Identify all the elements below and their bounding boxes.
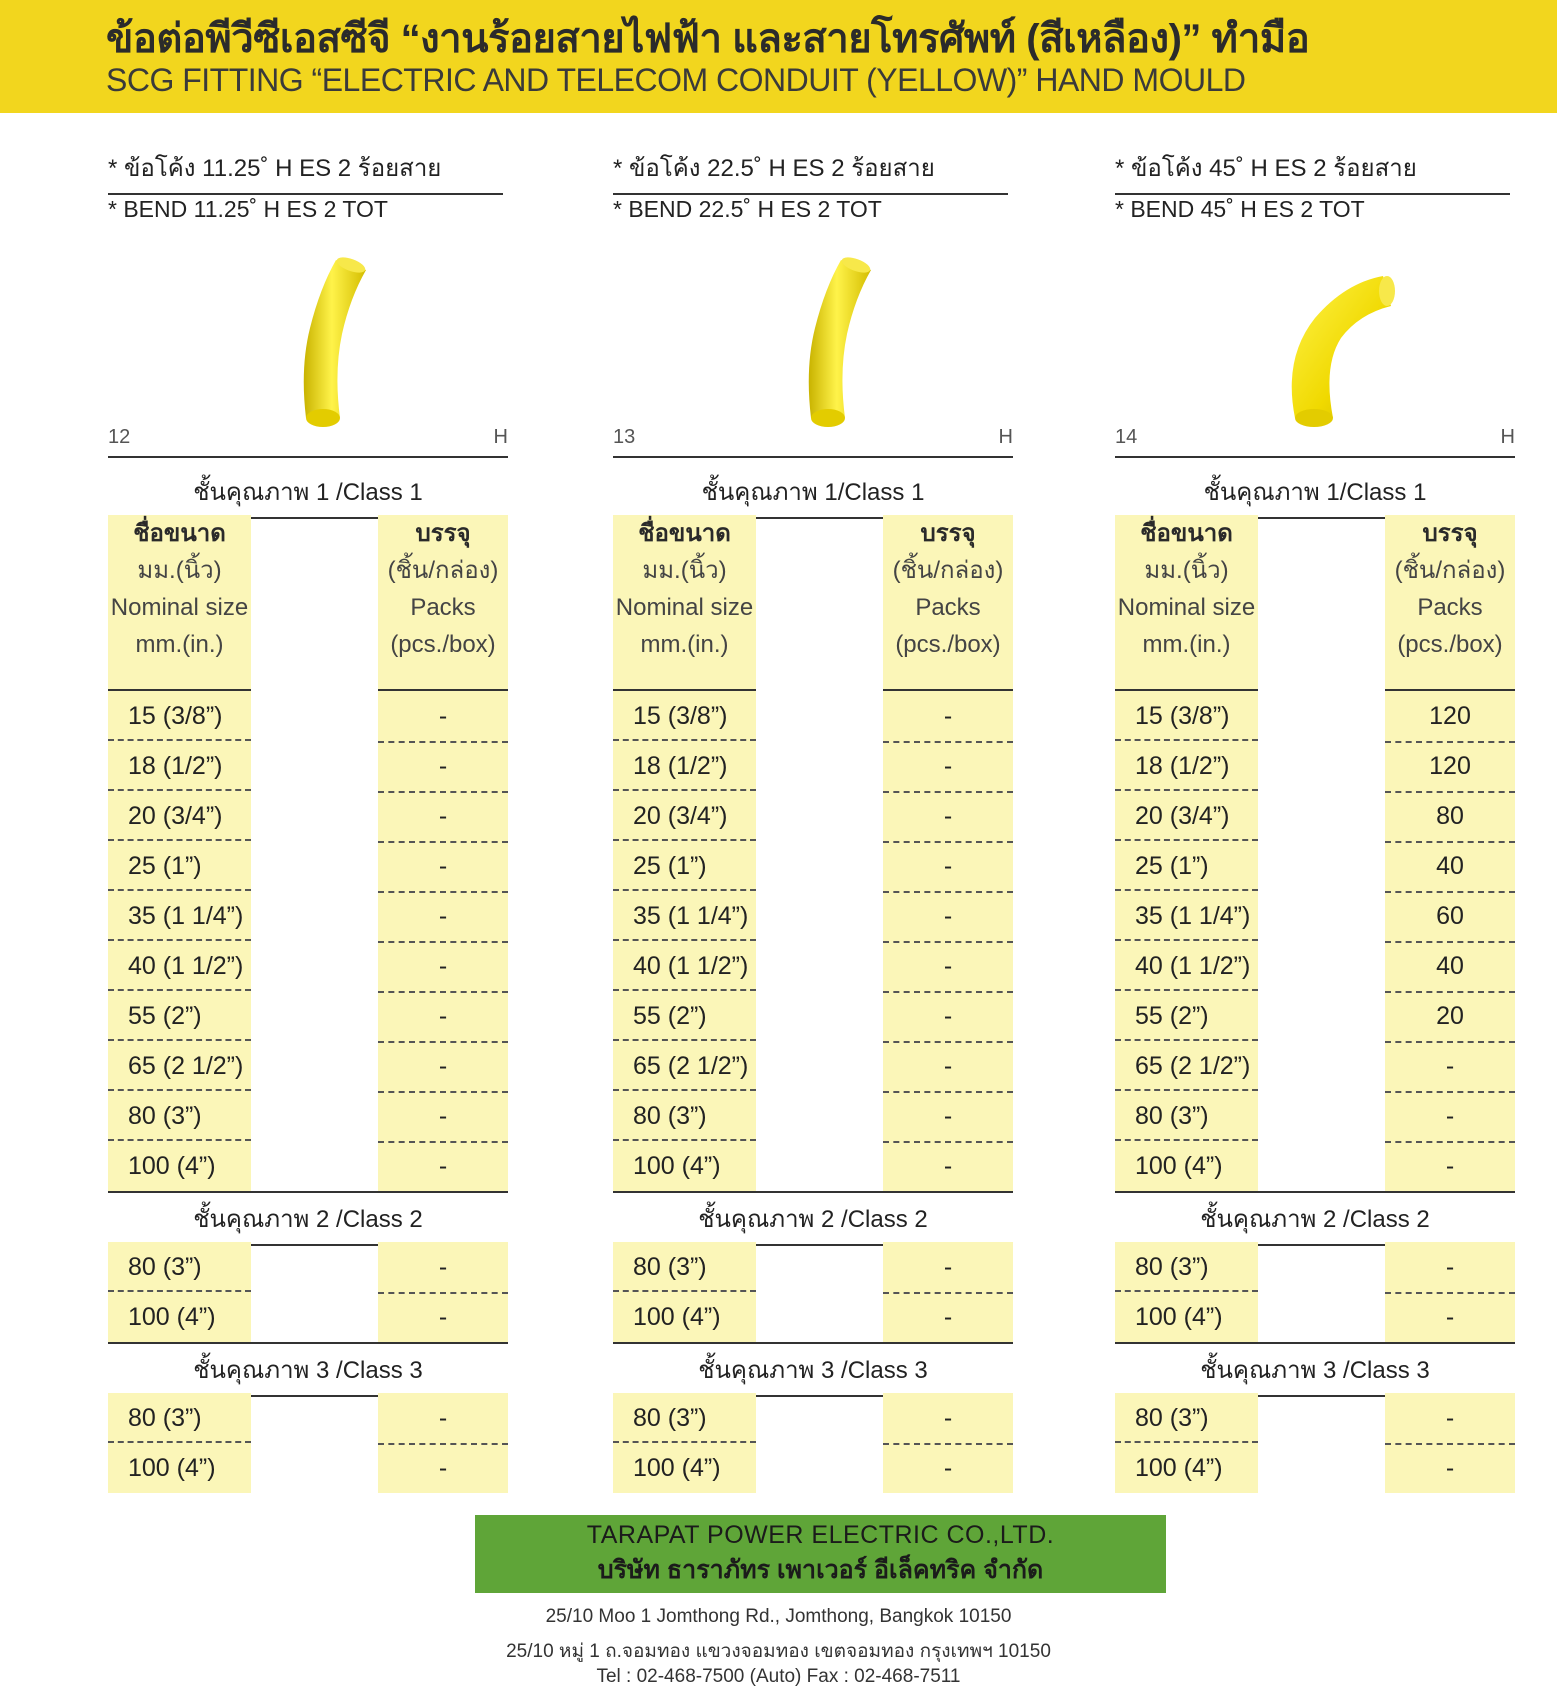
nominal-size-cell: 40 (1 1/2”)	[1115, 941, 1258, 991]
pack-quantity-cell: -	[1385, 1393, 1515, 1445]
address-english: 25/10 Moo 1 Jomthong Rd., Jomthong, Bangkok 10150	[545, 1606, 1012, 1627]
size-header-english: Nominal size	[1117, 594, 1256, 621]
nominal-size-cell: 100 (4”)	[633, 1152, 721, 1180]
nominal-size-cell: 18 (1/2”)	[613, 741, 756, 791]
nominal-size-cell: 80 (3”)	[108, 1393, 251, 1443]
nominal-size-cell: 15 (3/8”)	[108, 691, 251, 741]
pack-quantity-cell: -	[378, 1393, 508, 1445]
table-row	[108, 1091, 508, 1141]
pack-quantity-cell: -	[883, 791, 1013, 843]
product-code-row	[108, 426, 508, 458]
product-title-english: * BEND 22.5˚ H ES 2 TOT	[613, 196, 882, 222]
pack-quantity-cell: -	[883, 991, 1013, 1043]
page-header	[0, 0, 1557, 113]
pack-quantity-cell: -	[883, 691, 1013, 743]
nominal-size-cell: 25 (1”)	[108, 841, 251, 891]
pack-quantity-cell: -	[378, 741, 508, 793]
nominal-size-cell: 55 (2”)	[613, 991, 756, 1041]
class-2-header: ชั้นคุณภาพ 2 /Class 2	[613, 1193, 1013, 1246]
pack-header-unit-thai: (ชิ้น/กล่อง)	[1394, 557, 1506, 584]
nominal-size-cell: 80 (3”)	[1115, 1091, 1258, 1141]
pack-quantity-cell: 40	[1385, 841, 1515, 893]
table-row	[108, 1141, 508, 1191]
nominal-size-cell: 35 (1 1/4”)	[613, 891, 756, 941]
table-row	[613, 691, 1013, 741]
nominal-size-cell: 20 (3/4”)	[613, 791, 756, 841]
product-code-row	[613, 426, 1013, 458]
product-code-row	[1115, 426, 1515, 458]
pack-header-thai: บรรจุ	[415, 520, 471, 547]
pack-header-english: Packs	[915, 594, 981, 621]
pack-header-unit-english: (pcs./box)	[390, 631, 496, 658]
product-title-english: * BEND 45˚ H ES 2 TOT	[1115, 196, 1365, 222]
pack-quantity-cell: -	[378, 1242, 508, 1294]
pack-quantity-cell: -	[378, 1091, 508, 1143]
pack-header-unit-english: (pcs./box)	[1397, 631, 1503, 658]
product-code-suffix: H	[998, 426, 1013, 448]
product-code: 12	[108, 426, 131, 448]
product-column	[613, 148, 1013, 1503]
nominal-size-cell: 35 (1 1/4”)	[108, 891, 251, 941]
table-row	[108, 1393, 508, 1443]
address-thai: 25/10 หมู่ 1 ถ.จอมทอง แขวงจอมทอง เขตจอมทอง กรุงเทพฯ 10150	[506, 1641, 1051, 1662]
table-row	[1115, 1041, 1515, 1091]
pack-quantity-cell: -	[378, 1041, 508, 1093]
class-1-header: ชั้นคุณภาพ 1/Class 1	[1115, 466, 1515, 519]
nominal-size-cell: 80 (3”)	[1115, 1242, 1258, 1292]
pack-header-english: Packs	[1417, 594, 1483, 621]
nominal-size-cell: 100 (4”)	[1135, 1303, 1223, 1331]
table-row	[1115, 1443, 1515, 1493]
table-row	[1115, 741, 1515, 791]
nominal-size-cell: 18 (1/2”)	[1115, 741, 1258, 791]
table-row	[1115, 941, 1515, 991]
nominal-size-cell: 55 (2”)	[1115, 991, 1258, 1041]
nominal-size-cell: 100 (4”)	[1135, 1152, 1223, 1180]
table-row	[613, 1091, 1013, 1141]
nominal-size-cell: 55 (2”)	[108, 991, 251, 1041]
table-row	[613, 1443, 1013, 1493]
bend-11-fitting-image	[248, 248, 388, 438]
table-row	[613, 1041, 1013, 1091]
pack-header-unit-thai: (ชิ้น/กล่อง)	[387, 557, 499, 584]
size-header-thai: ชื่อขนาด	[1140, 520, 1233, 547]
pack-quantity-cell: -	[1445, 1152, 1455, 1180]
table-row	[613, 891, 1013, 941]
class-1-header: ชั้นคุณภาพ 1/Class 1	[613, 466, 1013, 519]
table-row	[613, 1292, 1013, 1342]
pack-quantity-cell: -	[883, 841, 1013, 893]
size-header-unit-english: mm.(in.)	[640, 631, 729, 658]
size-header-unit-thai: มม.(นิ้ว)	[1144, 557, 1229, 584]
table-row	[108, 991, 508, 1041]
table-row	[1115, 841, 1515, 891]
nominal-size-cell: 40 (1 1/2”)	[108, 941, 251, 991]
pack-quantity-cell: -	[438, 1152, 448, 1180]
table-row	[108, 1443, 508, 1493]
size-header-thai: ชื่อขนาด	[133, 520, 226, 547]
table-row	[1115, 1393, 1515, 1443]
product-column	[108, 148, 508, 1503]
product-code: 14	[1115, 426, 1138, 448]
size-column-header	[108, 515, 251, 691]
pack-column-header	[378, 515, 508, 691]
nominal-size-cell: 15 (3/8”)	[613, 691, 756, 741]
header-title-english: SCG FITTING “ELECTRIC AND TELECOM CONDUIT (YELLOW)” HAND MOULD	[106, 62, 1246, 98]
table-row	[613, 991, 1013, 1041]
bend-22-fitting-image	[753, 248, 893, 438]
nominal-size-cell: 100 (4”)	[633, 1454, 721, 1482]
nominal-size-cell: 65 (2 1/2”)	[108, 1041, 251, 1091]
pack-quantity-cell: -	[1385, 1242, 1515, 1294]
nominal-size-cell: 100 (4”)	[1135, 1454, 1223, 1482]
pack-quantity-cell: -	[1385, 1091, 1515, 1143]
table-row	[1115, 891, 1515, 941]
class-3-header: ชั้นคุณภาพ 3 /Class 3	[1115, 1344, 1515, 1397]
pack-header-unit-thai: (ชิ้น/กล่อง)	[892, 557, 1004, 584]
pack-quantity-cell: -	[883, 1041, 1013, 1093]
pack-column-header	[883, 515, 1013, 691]
table-row	[108, 841, 508, 891]
pack-quantity-cell: 120	[1385, 691, 1515, 743]
pack-quantity-cell: -	[378, 691, 508, 743]
nominal-size-cell: 15 (3/8”)	[1115, 691, 1258, 741]
size-header-unit-thai: มม.(นิ้ว)	[642, 557, 727, 584]
class-3-header: ชั้นคุณภาพ 3 /Class 3	[613, 1344, 1013, 1397]
table-row	[108, 691, 508, 741]
pack-quantity-cell: -	[943, 1454, 953, 1482]
nominal-size-cell: 100 (4”)	[128, 1152, 216, 1180]
table-row	[108, 1242, 508, 1292]
bend-45-fitting-image	[1255, 248, 1395, 438]
pack-quantity-cell: -	[943, 1152, 953, 1180]
pack-quantity-cell: -	[883, 1393, 1013, 1445]
size-column-header	[613, 515, 756, 691]
table-row	[613, 841, 1013, 891]
size-header-english: Nominal size	[615, 594, 754, 621]
nominal-size-cell: 25 (1”)	[613, 841, 756, 891]
nominal-size-cell: 100 (4”)	[128, 1454, 216, 1482]
product-title-thai: * ข้อโค้ง 45˚ H ES 2 ร้อยสาย	[1115, 148, 1510, 195]
pack-quantity-cell: 80	[1385, 791, 1515, 843]
table-row	[613, 1242, 1013, 1292]
pack-header-thai: บรรจุ	[1422, 520, 1478, 547]
pack-quantity-cell: -	[1385, 1041, 1515, 1093]
pack-header-unit-english: (pcs./box)	[895, 631, 1001, 658]
nominal-size-cell: 65 (2 1/2”)	[613, 1041, 756, 1091]
pack-quantity-cell: -	[883, 1091, 1013, 1143]
nominal-size-cell: 18 (1/2”)	[108, 741, 251, 791]
table-row	[108, 891, 508, 941]
nominal-size-cell: 80 (3”)	[1115, 1393, 1258, 1443]
size-header-unit-thai: มม.(นิ้ว)	[137, 557, 222, 584]
nominal-size-cell: 100 (4”)	[128, 1303, 216, 1331]
table-row	[1115, 1242, 1515, 1292]
nominal-size-cell: 80 (3”)	[613, 1242, 756, 1292]
nominal-size-cell: 80 (3”)	[613, 1091, 756, 1141]
nominal-size-cell: 80 (3”)	[108, 1091, 251, 1141]
nominal-size-cell: 25 (1”)	[1115, 841, 1258, 891]
pack-quantity-cell: -	[378, 941, 508, 993]
nominal-size-cell: 100 (4”)	[633, 1303, 721, 1331]
product-code: 13	[613, 426, 636, 448]
header-title-thai: ข้อต่อพีวีซีเอสซีจี “งานร้อยสายไฟฟ้า และสายโทรศัพท์ (สีเหลือง)” ทำมือ	[106, 17, 1310, 61]
table-row	[613, 1393, 1013, 1443]
pack-quantity-cell: -	[1445, 1303, 1455, 1331]
table-row	[613, 1141, 1013, 1191]
size-header-thai: ชื่อขนาด	[638, 520, 731, 547]
table-row	[613, 741, 1013, 791]
company-name-thai: บริษัท ธาราภัทร เพาเวอร์ อีเล็คทริค จำกัด	[597, 1556, 1044, 1584]
table-row	[1115, 791, 1515, 841]
product-code-suffix: H	[493, 426, 508, 448]
contact-info: Tel : 02-468-7500 (Auto) Fax : 02-468-7511	[596, 1666, 961, 1687]
pack-quantity-cell: 120	[1385, 741, 1515, 793]
product-code-suffix: H	[1500, 426, 1515, 448]
pack-quantity-cell: -	[883, 1242, 1013, 1294]
nominal-size-cell: 80 (3”)	[108, 1242, 251, 1292]
pack-header-english: Packs	[410, 594, 476, 621]
pack-quantity-cell: 40	[1385, 941, 1515, 993]
company-name-english: TARAPAT POWER ELECTRIC CO.,LTD.	[586, 1521, 1055, 1549]
product-title-thai: * ข้อโค้ง 22.5˚ H ES 2 ร้อยสาย	[613, 148, 1008, 195]
size-header-english: Nominal size	[110, 594, 249, 621]
pack-header-thai: บรรจุ	[920, 520, 976, 547]
nominal-size-cell: 35 (1 1/4”)	[1115, 891, 1258, 941]
table-row	[1115, 691, 1515, 741]
company-banner	[475, 1515, 1166, 1593]
class-2-header: ชั้นคุณภาพ 2 /Class 2	[1115, 1193, 1515, 1246]
pack-quantity-cell: 60	[1385, 891, 1515, 943]
pack-quantity-cell: -	[378, 891, 508, 943]
nominal-size-cell: 65 (2 1/2”)	[1115, 1041, 1258, 1091]
table-row	[1115, 1292, 1515, 1342]
table-row	[1115, 1091, 1515, 1141]
nominal-size-cell: 20 (3/4”)	[1115, 791, 1258, 841]
table-row	[1115, 1141, 1515, 1191]
table-row	[613, 941, 1013, 991]
class-1-header: ชั้นคุณภาพ 1 /Class 1	[108, 466, 508, 519]
table-row	[108, 941, 508, 991]
pack-quantity-cell: -	[378, 841, 508, 893]
size-column-header	[1115, 515, 1258, 691]
table-row	[1115, 991, 1515, 1041]
class-3-header: ชั้นคุณภาพ 3 /Class 3	[108, 1344, 508, 1397]
pack-quantity-cell: -	[1445, 1454, 1455, 1482]
product-title-english: * BEND 11.25˚ H ES 2 TOT	[108, 196, 388, 222]
pack-column-header	[1385, 515, 1515, 691]
class-2-header: ชั้นคุณภาพ 2 /Class 2	[108, 1193, 508, 1246]
nominal-size-cell: 80 (3”)	[613, 1393, 756, 1443]
table-row	[108, 1041, 508, 1091]
nominal-size-cell: 20 (3/4”)	[108, 791, 251, 841]
pack-quantity-cell: -	[438, 1303, 448, 1331]
size-header-unit-english: mm.(in.)	[135, 631, 224, 658]
pack-quantity-cell: 20	[1385, 991, 1515, 1043]
table-row	[613, 791, 1013, 841]
table-row	[108, 1292, 508, 1342]
table-row	[108, 741, 508, 791]
pack-quantity-cell: -	[943, 1303, 953, 1331]
pack-quantity-cell: -	[438, 1454, 448, 1482]
product-title-thai: * ข้อโค้ง 11.25˚ H ES 2 ร้อยสาย	[108, 148, 503, 195]
product-column	[1115, 148, 1515, 1503]
pack-quantity-cell: -	[883, 891, 1013, 943]
pack-quantity-cell: -	[883, 941, 1013, 993]
pack-quantity-cell: -	[378, 791, 508, 843]
pack-quantity-cell: -	[883, 741, 1013, 793]
nominal-size-cell: 40 (1 1/2”)	[613, 941, 756, 991]
pack-quantity-cell: -	[378, 991, 508, 1043]
table-row	[108, 791, 508, 841]
size-header-unit-english: mm.(in.)	[1142, 631, 1231, 658]
